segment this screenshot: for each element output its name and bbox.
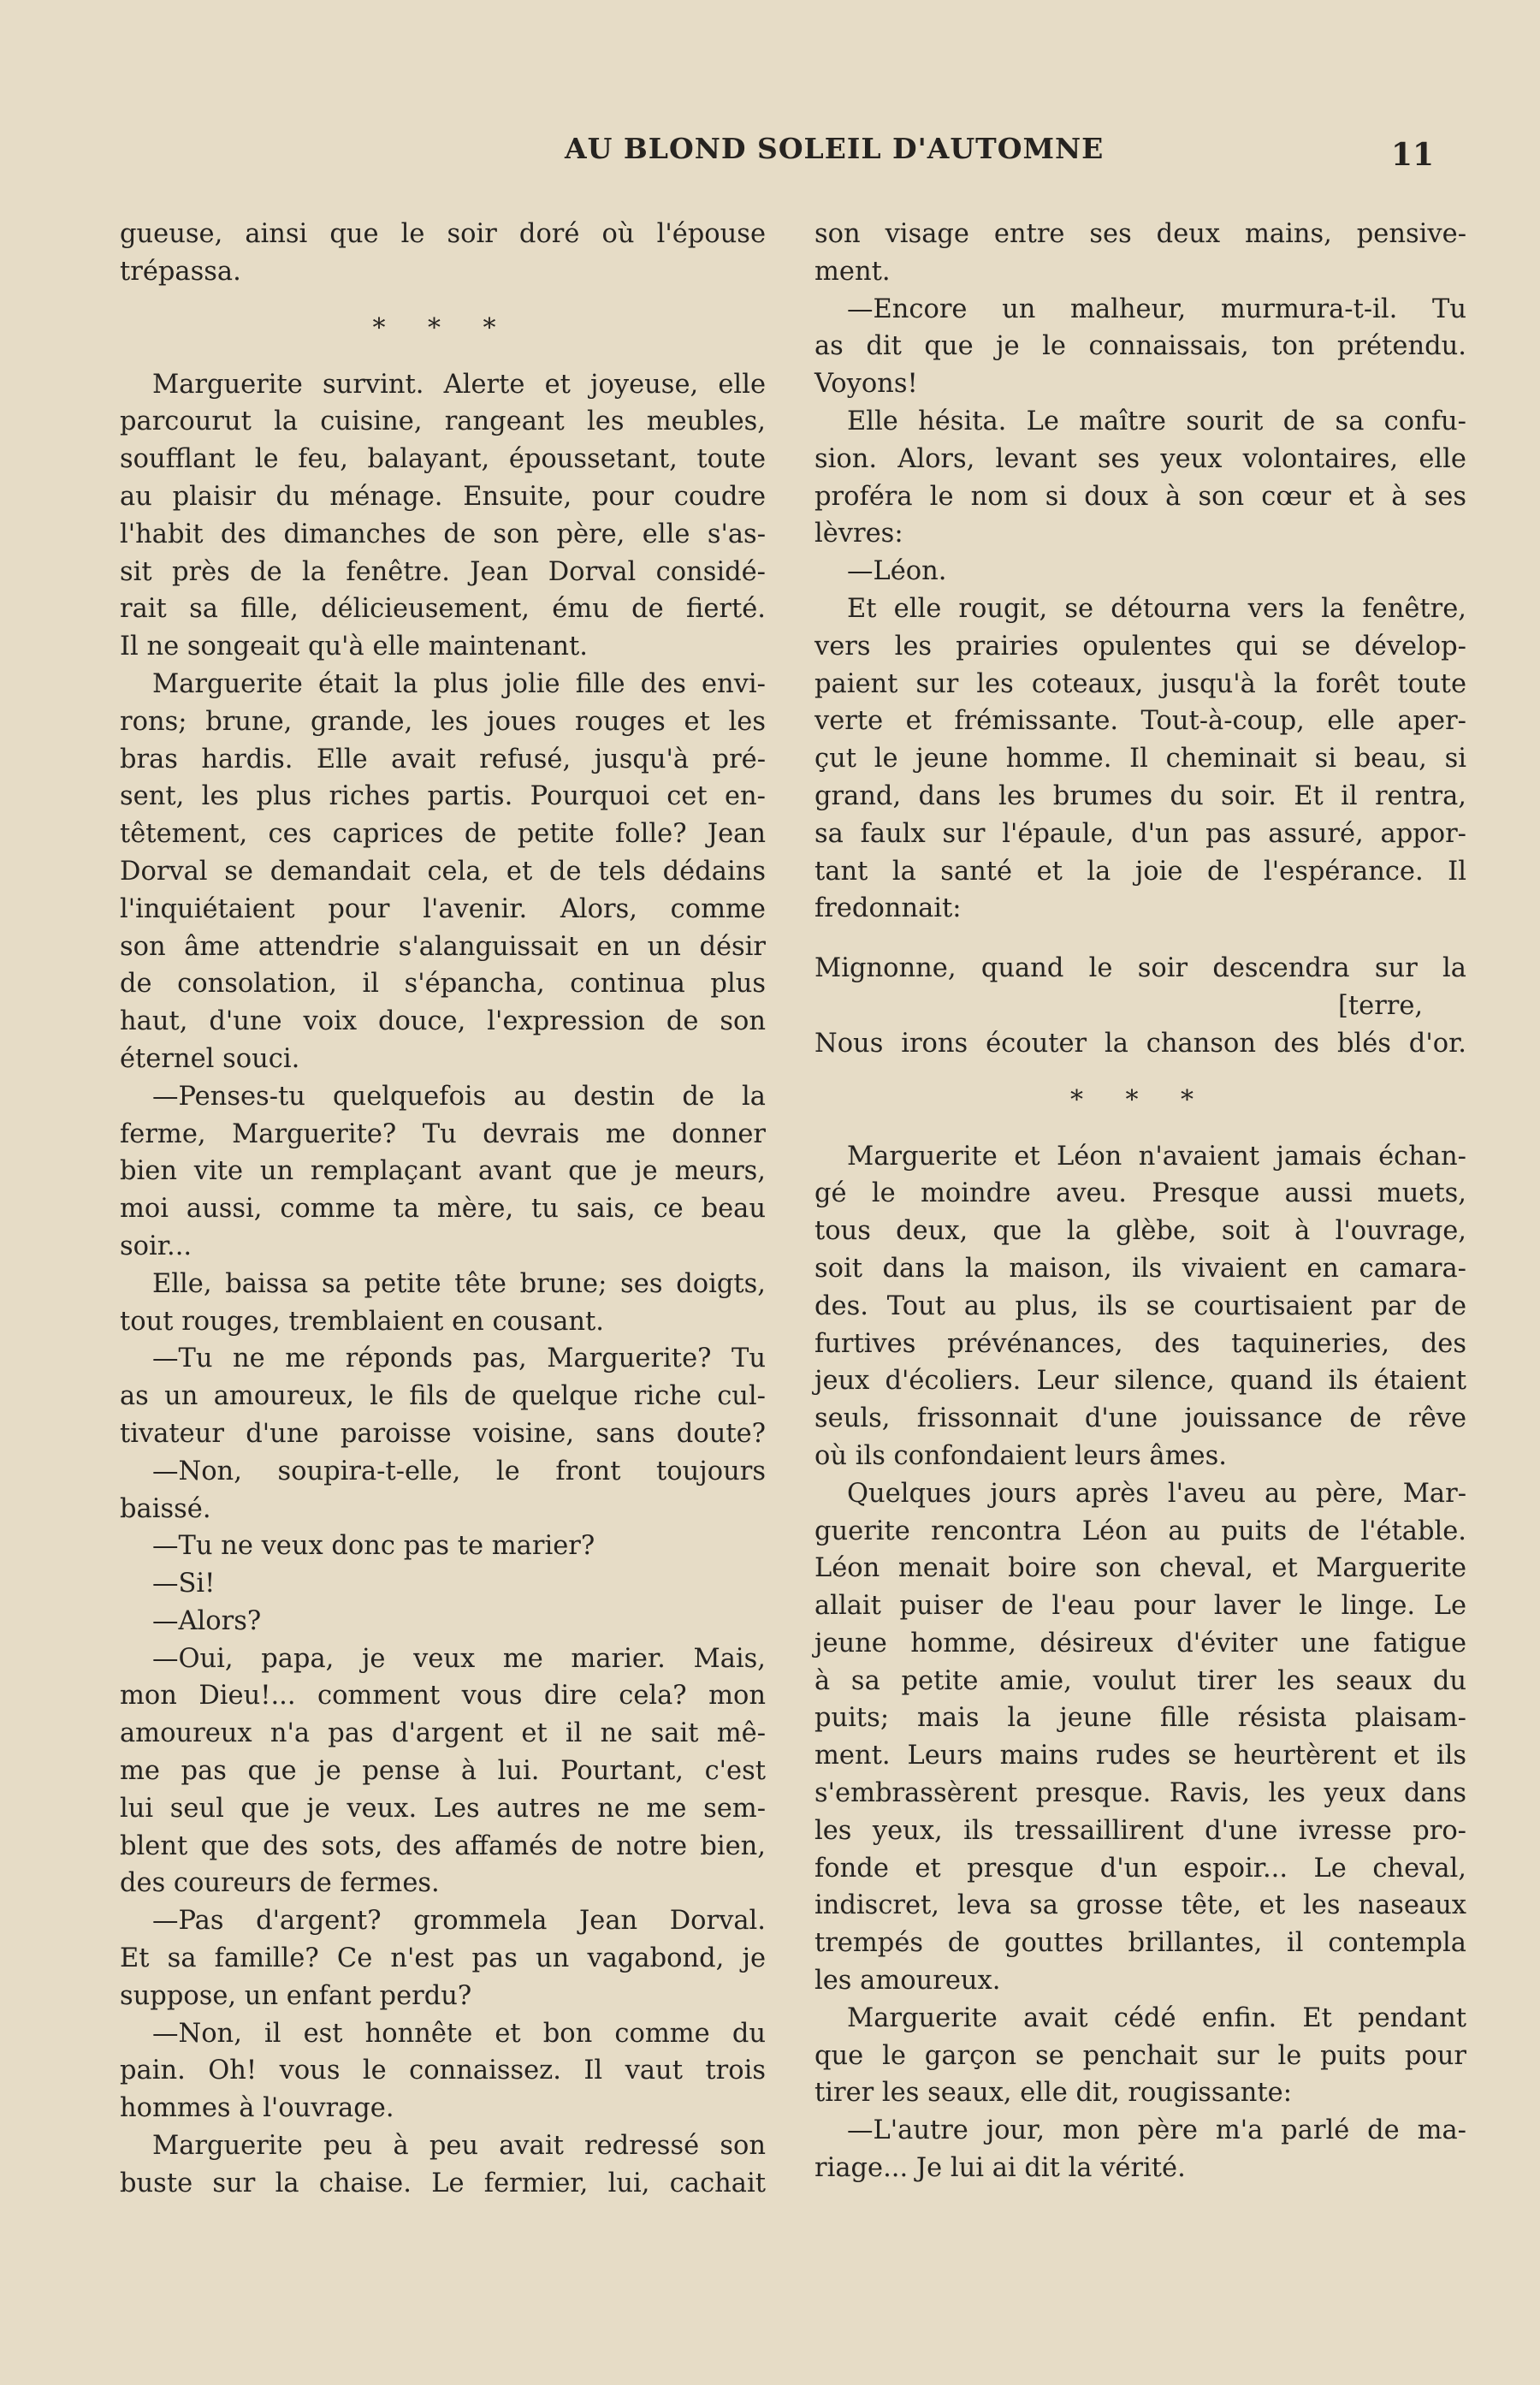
section-break: * * * bbox=[372, 312, 513, 343]
text-line: tant la santé et la joie de l'espérance. Il bbox=[814, 856, 1466, 887]
text-line: tivateur d'une paroisse voisine, sans doute? bbox=[120, 1418, 766, 1449]
text-line: —Si! bbox=[152, 1569, 216, 1599]
text-line: —Tu ne veux donc pas te marier? bbox=[152, 1531, 595, 1562]
text-line: proféra le nom si doux à son cœur et à ses bbox=[814, 481, 1466, 512]
text-line: —Alors? bbox=[152, 1605, 262, 1636]
text-line: de consolation, il s'épancha, continua plus bbox=[120, 969, 766, 1000]
text-line: buste sur la chaise. Le fermier, lui, cachait bbox=[120, 2168, 766, 2198]
text-line: rons; brune, grande, les joues rouges et les bbox=[120, 706, 766, 737]
text-line: jeune homme, désireux d'éviter une fatigue bbox=[814, 1628, 1466, 1658]
text-line: puits; mais la jeune fille résista plaisam- bbox=[814, 1703, 1466, 1734]
text-line: —Encore un malheur, murmura-t-il. Tu bbox=[847, 294, 1466, 324]
text-line: lèvres: bbox=[814, 519, 903, 549]
text-line: grand, dans les brumes du soir. Et il rentra, bbox=[814, 780, 1466, 811]
text-line: Et sa famille? Ce n'est pas un vagabond, je bbox=[120, 1943, 766, 1974]
text-line: soit dans la maison, ils vivaient en camara- bbox=[814, 1253, 1466, 1284]
text-line: Elle, baissa sa petite tête brune; ses doigts, bbox=[152, 1268, 766, 1299]
text-line: Elle hésita. Le maître sourit de sa confu- bbox=[847, 406, 1466, 436]
text-line: —Tu ne me réponds pas, Marguerite? Tu bbox=[152, 1344, 766, 1374]
text-line: gueuse, ainsi que le soir doré où l'épouse bbox=[120, 219, 766, 249]
text-line: trempés de gouttes brillantes, il contempla bbox=[814, 1928, 1466, 1959]
text-line: au plaisir du ménage. Ensuite, pour coudre bbox=[120, 481, 766, 512]
text-line: Mignonne, quand le soir descendra sur la bbox=[814, 953, 1466, 984]
text-line: vers les prairies opulentes qui se dévelop- bbox=[814, 631, 1466, 662]
text-line: Dorval se demandait cela, et de tels dédains bbox=[120, 856, 766, 887]
text-line: sit près de la fenêtre. Jean Dorval considé- bbox=[120, 556, 766, 587]
text-line: seuls, frissonnait d'une jouissance de rêve bbox=[814, 1403, 1466, 1434]
text-line: [terre, bbox=[1338, 990, 1424, 1021]
text-line: blent que des sots, des affamés de notre bien, bbox=[120, 1830, 766, 1861]
text-line: indiscret, leva sa grosse tête, et les naseaux bbox=[814, 1890, 1466, 1921]
text-line: les amoureux. bbox=[814, 1966, 1001, 1996]
text-line: les yeux, ils tressaillirent d'une ivresse pro- bbox=[814, 1815, 1466, 1846]
text-line: —Léon. bbox=[847, 556, 947, 587]
text-line: s'embrassèrent presque. Ravis, les yeux dans bbox=[814, 1778, 1466, 1809]
text-line: éternel souci. bbox=[120, 1043, 300, 1074]
text-line: sion. Alors, levant ses yeux volontaires, elle bbox=[814, 443, 1466, 474]
text-line: rait sa fille, délicieusement, ému de fierté. bbox=[120, 594, 766, 625]
text-line: Nous irons écouter la chanson des blés d'or. bbox=[814, 1028, 1466, 1059]
text-line: Marguerite survint. Alerte et joyeuse, elle bbox=[152, 369, 766, 400]
page-number: 11 bbox=[1391, 137, 1435, 173]
text-line: haut, d'une voix douce, l'expression de son bbox=[120, 1006, 766, 1037]
text-line: as dit que je le connaissais, ton prétendu. bbox=[814, 331, 1466, 362]
text-line: sa faulx sur l'épaule, d'un pas assuré, appor- bbox=[814, 818, 1466, 849]
text-line: Voyons! bbox=[814, 369, 918, 400]
text-line: des. Tout au plus, ils se courtisaient par de bbox=[814, 1290, 1466, 1321]
text-line: çut le jeune homme. Il cheminait si beau, si bbox=[814, 744, 1466, 774]
text-line: furtives prévénances, des taquineries, des bbox=[814, 1328, 1466, 1359]
text-line: —Penses-tu quelquefois au destin de la bbox=[152, 1081, 766, 1112]
text-line: où ils confondaient leurs âmes. bbox=[814, 1440, 1227, 1471]
running-title: AU BLOND SOLEIL D'AUTOMNE bbox=[565, 132, 1105, 165]
text-line: hommes à l'ouvrage. bbox=[120, 2093, 394, 2124]
text-line: Marguerite et Léon n'avaient jamais échan- bbox=[847, 1141, 1466, 1172]
text-line: parcourut la cuisine, rangeant les meubles, bbox=[120, 406, 766, 437]
text-line: ment. Leurs mains rudes se heurtèrent et ils bbox=[814, 1741, 1466, 1771]
text-line: tirer les seaux, elle dit, rougissante: bbox=[814, 2078, 1292, 2109]
text-line: as un amoureux, le fils de quelque riche cul- bbox=[120, 1381, 766, 1412]
text-line: paient sur les coteaux, jusqu'à la forêt toute bbox=[814, 668, 1466, 699]
right-column bbox=[814, 216, 1466, 2187]
text-line: bras hardis. Elle avait refusé, jusqu'à pré- bbox=[120, 744, 766, 774]
text-line: mon Dieu!... comment vous dire cela? mon bbox=[120, 1681, 766, 1712]
text-line: bien vite un remplaçant avant que je meurs, bbox=[120, 1156, 766, 1187]
text-line: fredonnait: bbox=[814, 893, 962, 924]
text-line: que le garçon se penchait sur le puits pour bbox=[814, 2040, 1466, 2071]
text-line: son visage entre ses deux mains, pensive- bbox=[814, 219, 1466, 249]
text-line: —Oui, papa, je veux me marier. Mais, bbox=[152, 1643, 766, 1674]
text-line: me pas que je pense à lui. Pourtant, c'est bbox=[120, 1756, 766, 1787]
text-line: soufflant le feu, balayant, époussetant, toute bbox=[120, 444, 766, 475]
text-line: son âme attendrie s'alanguissait en un désir bbox=[120, 931, 766, 962]
text-line: —Non, il est honnête et bon comme du bbox=[152, 2018, 766, 2049]
text-line: fonde et presque d'un espoir... Le cheval, bbox=[814, 1853, 1466, 1884]
section-break: * * * bbox=[1069, 1084, 1211, 1115]
text-line: —Pas d'argent? grommela Jean Dorval. bbox=[152, 1906, 766, 1937]
text-line: têtement, ces caprices de petite folle? Jean bbox=[120, 819, 766, 850]
text-line: soir... bbox=[120, 1231, 192, 1261]
text-line: —Non, soupira-t-elle, le front toujours bbox=[152, 1456, 766, 1486]
text-line: l'inquiétaient pour l'avenir. Alors, comme bbox=[120, 893, 766, 924]
text-line: Marguerite peu à peu avait redressé son bbox=[152, 2131, 766, 2162]
left-column bbox=[120, 216, 766, 2203]
text-line: guerite rencontra Léon au puits de l'étable. bbox=[814, 1516, 1466, 1546]
text-line: ferme, Marguerite? Tu devrais me donner bbox=[120, 1118, 766, 1149]
text-line: pain. Oh! vous le connaissez. Il vaut trois bbox=[120, 2056, 766, 2086]
text-line: gé le moindre aveu. Presque aussi muets, bbox=[814, 1178, 1466, 1209]
text-line: verte et frémissante. Tout-à-coup, elle aper- bbox=[814, 706, 1466, 737]
text-line: Marguerite avait cédé enfin. Et pendant bbox=[847, 2002, 1466, 2033]
text-line: l'habit des dimanches de son père, elle s'as- bbox=[120, 519, 766, 549]
text-line: moi aussi, comme ta mère, tu sais, ce beau bbox=[120, 1194, 766, 1225]
text-line: à sa petite amie, voulut tirer les seaux du bbox=[814, 1665, 1466, 1696]
text-line: suppose, un enfant perdu? bbox=[120, 1980, 472, 2011]
text-line: des coureurs de fermes. bbox=[120, 1868, 440, 1899]
text-line: Et elle rougit, se détourna vers la fenêtre, bbox=[847, 593, 1466, 624]
text-line: baissé. bbox=[120, 1493, 211, 1524]
text-line: Léon menait boire son cheval, et Marguerite bbox=[814, 1553, 1466, 1584]
text-line: amoureux n'a pas d'argent et il ne sait mê- bbox=[120, 1718, 766, 1749]
text-line: —L'autre jour, mon père m'a parlé de ma- bbox=[847, 2115, 1466, 2146]
text-line: Quelques jours après l'aveu au père, Mar- bbox=[847, 1478, 1466, 1509]
text-line: riage... Je lui ai dit la vérité. bbox=[814, 2153, 1186, 2184]
text-line: allait puiser de l'eau pour laver le linge. Le bbox=[814, 1591, 1466, 1622]
text-line: Il ne songeait qu'à elle maintenant. bbox=[120, 632, 588, 662]
text-line: trépassa. bbox=[120, 256, 241, 287]
text-line: lui seul que je veux. Les autres ne me sem- bbox=[120, 1793, 766, 1824]
text-line: jeux d'écoliers. Leur silence, quand ils étaient bbox=[814, 1366, 1466, 1397]
text-line: sent, les plus riches partis. Pourquoi cet en- bbox=[120, 781, 766, 812]
text-line: tout rouges, tremblaient en cousant. bbox=[120, 1306, 604, 1337]
text-line: tous deux, que la glèbe, soit à l'ouvrage, bbox=[814, 1216, 1466, 1247]
text-line: Marguerite était la plus jolie fille des envi- bbox=[152, 668, 766, 699]
verse-spacer bbox=[814, 928, 1466, 950]
text-line: ment. bbox=[814, 256, 891, 287]
